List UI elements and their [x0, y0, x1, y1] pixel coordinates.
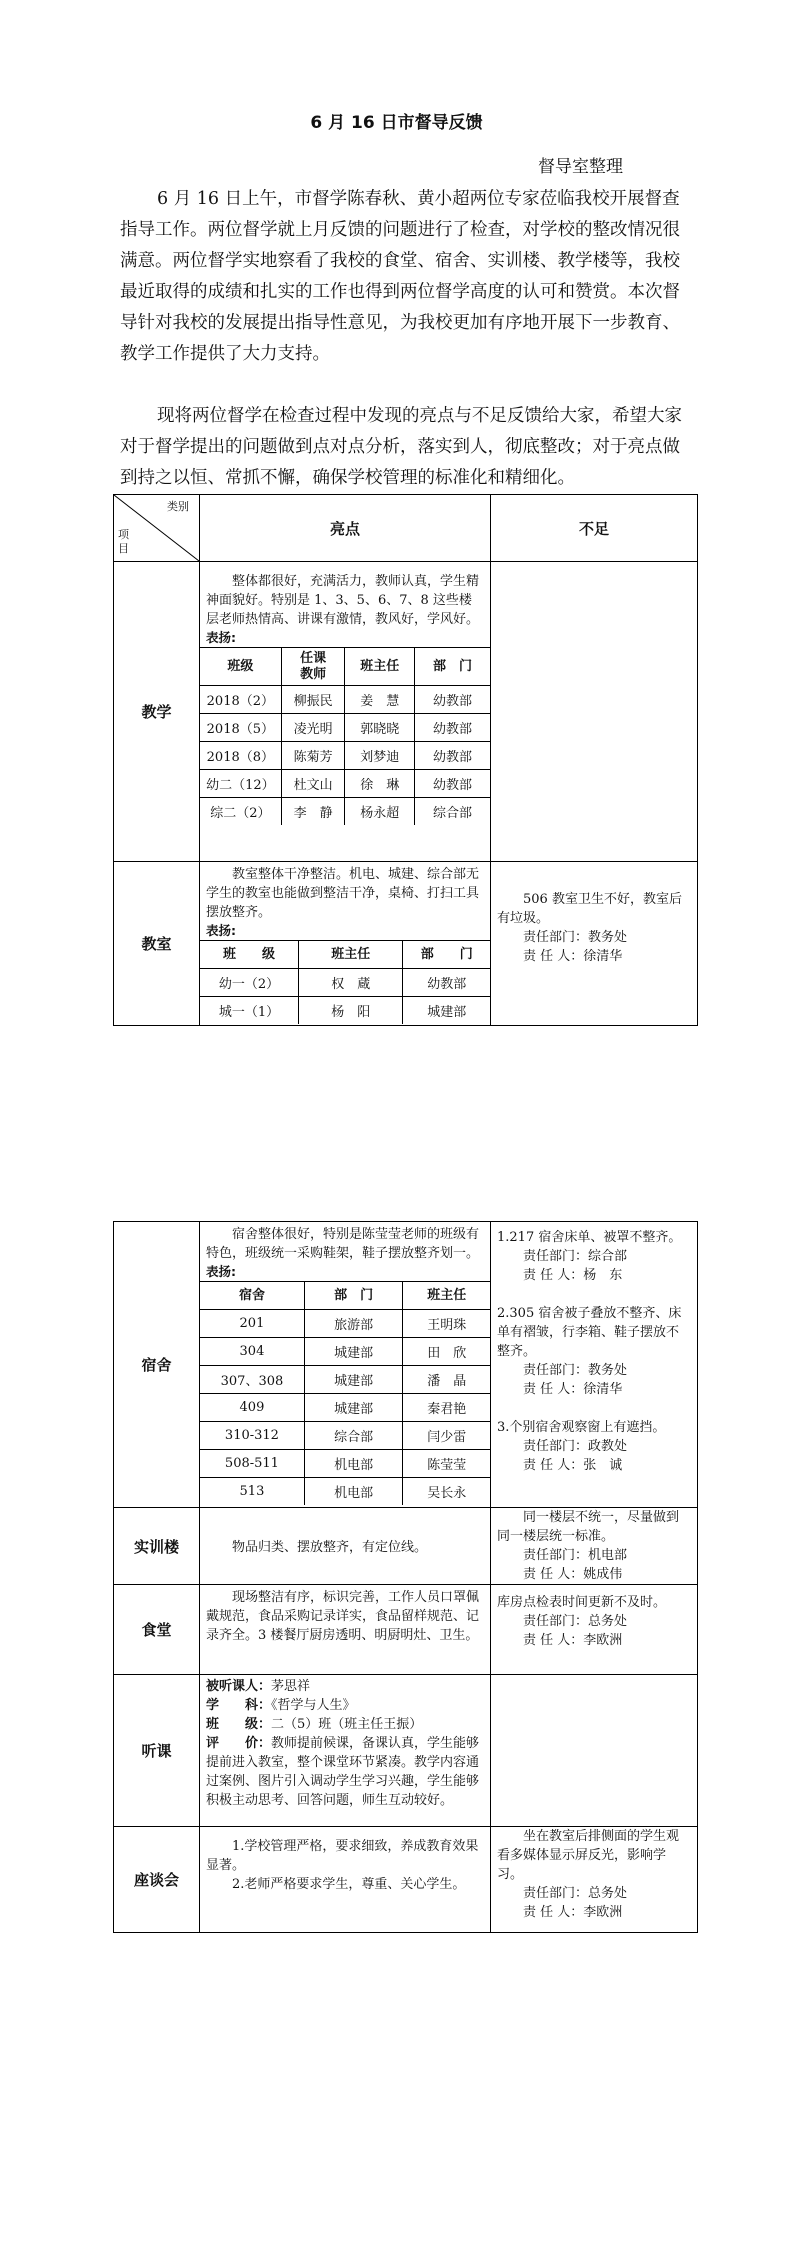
classroom-shortage-cell	[491, 862, 698, 1026]
teaching-header-head-teacher: 班主任	[345, 648, 415, 686]
cell: 姜 慧	[345, 686, 415, 714]
dorm-issue-1	[491, 1228, 697, 1285]
cell: 201	[200, 1310, 304, 1338]
seminar-dept: 责任部门：总务处	[523, 1886, 628, 1901]
canteen-text: 现场整洁有序，标识完善，工作人员口罩佩戴规范，食品采购记录详实，食品留样规范、记录齐全。3 楼餐厅厨房透明、明厨明灶、卫生。	[206, 1590, 480, 1643]
cell: 城建部	[304, 1366, 403, 1394]
cell: 幼二（12）	[200, 770, 281, 798]
cell: 杜文山	[281, 770, 345, 798]
cell: 凌光明	[281, 714, 345, 742]
dorm-text: 宿舍整体很好，特别是陈莹莹老师的班级有特色，班级统一采购鞋架，鞋子摆放整齐划一。	[206, 1227, 480, 1261]
category-canteen: 食堂	[114, 1585, 200, 1675]
dorm-header-department: 部 门	[304, 1282, 403, 1310]
dorm-praise-table	[200, 1281, 490, 1505]
table-row	[200, 1422, 490, 1450]
cell: 徐 琳	[345, 770, 415, 798]
cell: 李 静	[281, 798, 345, 826]
cell: 2018（5）	[200, 714, 281, 742]
issue-person: 责 任 人：徐清华	[523, 1382, 623, 1397]
feedback-table-part2	[113, 1221, 698, 1933]
column-header-highlight: 亮点	[200, 495, 491, 562]
value: 茅思祥	[271, 1679, 311, 1694]
cell: 刘梦迪	[345, 742, 415, 770]
teaching-header-teacher: 任课 教师	[281, 648, 345, 686]
seminar-item-2: 2.老师严格要求学生，尊重、关心学生。	[232, 1877, 466, 1892]
cell: 王明珠	[403, 1310, 490, 1338]
cell: 权 蔵	[299, 969, 403, 997]
cell: 幼教部	[415, 714, 490, 742]
lecture-subject-line	[206, 1696, 484, 1715]
training-issue: 同一楼层不统一，尽量做到同一楼层统一标准。	[497, 1510, 680, 1544]
label: 学 科：	[206, 1698, 272, 1713]
cell: 旅游部	[304, 1310, 403, 1338]
table-row	[200, 714, 490, 742]
cell: 杨永超	[345, 798, 415, 826]
cell: 陈菊芳	[281, 742, 345, 770]
header-item-label: 项 目	[118, 528, 129, 555]
label: 评 价：	[206, 1736, 272, 1751]
cell: 幼一（2）	[200, 969, 299, 997]
teaching-header-class: 班级	[200, 648, 281, 686]
issue-text: 1.217 宿舍床单、被罩不整齐。	[497, 1230, 682, 1245]
label: 班 级：	[206, 1717, 272, 1732]
teaching-shortage-cell	[491, 562, 698, 862]
cell: 幼教部	[403, 969, 490, 997]
category-dorm: 宿舍	[114, 1222, 200, 1508]
table-row	[200, 1478, 490, 1506]
cell: 城建部	[304, 1338, 403, 1366]
cell: 幼教部	[415, 770, 490, 798]
cell: 幼教部	[415, 686, 490, 714]
cell: 柳振民	[281, 686, 345, 714]
cell: 城建部	[403, 997, 490, 1025]
teaching-praise-table	[200, 647, 490, 825]
cell: 304	[200, 1338, 304, 1366]
canteen-person: 责 任 人：李欧洲	[523, 1633, 623, 1648]
issue-dept: 责任部门：教务处	[523, 1363, 628, 1378]
author-line: 督导室整理	[538, 157, 623, 177]
canteen-highlight-cell	[200, 1585, 491, 1675]
issue-dept: 责任部门：综合部	[523, 1249, 628, 1264]
table-row	[200, 1450, 490, 1478]
dorm-issue-3	[491, 1418, 697, 1475]
classroom-header-head-teacher: 班主任	[299, 941, 403, 969]
classroom-person: 责 任 人：徐清华	[523, 949, 623, 964]
lecture-shortage-cell	[491, 1675, 698, 1827]
canteen-issue: 库房点检表时间更新不及时。	[497, 1595, 667, 1610]
cell: 310-312	[200, 1422, 304, 1450]
cell: 综二（2）	[200, 798, 281, 826]
classroom-text: 教室整体干净整洁。机电、城建、综合部无学生的教室也能做到整洁干净，桌椅、打扫工具摆放整齐。	[206, 867, 480, 920]
diagonal-header-cell	[114, 495, 200, 562]
classroom-praise-table	[200, 940, 490, 1024]
dorm-highlight-cell	[200, 1222, 491, 1508]
training-highlight-cell	[200, 1508, 491, 1585]
dorm-header-head-teacher: 班主任	[403, 1282, 490, 1310]
praise-label: 表扬:	[206, 1264, 236, 1279]
dorm-issue-2	[491, 1304, 697, 1399]
seminar-shortage-cell	[491, 1827, 698, 1933]
praise-label: 表扬:	[206, 923, 236, 938]
cell: 闫少雷	[403, 1422, 490, 1450]
header-category-label: 类别	[167, 500, 189, 513]
issue-text: 2.305 宿舍被子叠放不整齐、床单有褶皱，行李箱、鞋子摆放不整齐。	[497, 1306, 682, 1359]
lecture-highlight-cell	[200, 1675, 491, 1827]
feedback-table-part1	[113, 494, 698, 1026]
training-shortage-cell	[491, 1508, 698, 1585]
cell: 机电部	[304, 1450, 403, 1478]
category-classroom: 教室	[114, 862, 200, 1026]
issue-person: 责 任 人：杨 东	[523, 1268, 623, 1283]
column-header-shortage: 不足	[491, 495, 698, 562]
cell: 田 欣	[403, 1338, 490, 1366]
praise-label: 表扬:	[206, 630, 236, 645]
lecture-eval-line	[206, 1734, 484, 1810]
cell: 陈莹莹	[403, 1450, 490, 1478]
cell: 综合部	[415, 798, 490, 826]
cell: 郭晓晓	[345, 714, 415, 742]
table-row	[200, 686, 490, 714]
cell: 513	[200, 1478, 304, 1506]
classroom-highlight-cell	[200, 862, 491, 1026]
canteen-dept: 责任部门：总务处	[523, 1614, 628, 1629]
table-row	[200, 1338, 490, 1366]
cell: 潘 晶	[403, 1366, 490, 1394]
seminar-person: 责 任 人：李欧洲	[523, 1905, 623, 1920]
lecture-class-line	[206, 1715, 484, 1734]
training-text: 物品归类、摆放整齐，有定位线。	[232, 1540, 428, 1555]
label: 被听课人：	[206, 1679, 272, 1694]
issue-dept: 责任部门：政教处	[523, 1439, 628, 1454]
cell: 2018（2）	[200, 686, 281, 714]
cell: 409	[200, 1394, 304, 1422]
table-row	[200, 997, 490, 1025]
table-row	[200, 1310, 490, 1338]
lecture-teacher-line	[206, 1677, 484, 1696]
cell: 307、308	[200, 1366, 304, 1394]
feedback-paragraph: 现将两位督学在检查过程中发现的亮点与不足反馈给大家，希望大家对于督学提出的问题做到点对点分析，落实到人，彻底整改；对于亮点做到持之以恒、常抓不懈，确保学校管理的标准化和精细化。	[120, 406, 682, 488]
page-title: 6 月 16 日市督导反馈	[310, 113, 483, 133]
value: 教师提前候课，备课认真，学生能够提前进入教室，整个课堂环节紧凑。教学内容通过案例、图片引入调动学生学习兴趣，学生能够积极主动思考、回答问题，师生互动较好。	[206, 1736, 480, 1808]
canteen-shortage-cell	[491, 1585, 698, 1675]
cell: 杨 阳	[299, 997, 403, 1025]
training-dept: 责任部门：机电部	[523, 1548, 628, 1563]
table-row	[200, 798, 490, 826]
cell: 机电部	[304, 1478, 403, 1506]
classroom-issue: 506 教室卫生不好，教室后有垃圾。	[497, 892, 682, 926]
issue-text: 3.个别宿舍观察窗上有遮挡。	[497, 1420, 666, 1435]
table-row	[200, 1394, 490, 1422]
category-lecture: 听课	[114, 1675, 200, 1827]
cell: 幼教部	[415, 742, 490, 770]
category-seminar: 座谈会	[114, 1827, 200, 1933]
value: 《哲学与人生》	[271, 1698, 356, 1713]
cell: 城一（1）	[200, 997, 299, 1025]
table-row	[200, 742, 490, 770]
seminar-item-1: 1.学校管理严格，要求细致，养成教育效果显著。	[206, 1839, 479, 1873]
training-person: 责 任 人：姚成伟	[523, 1567, 623, 1582]
table-row	[200, 770, 490, 798]
category-training-building: 实训楼	[114, 1508, 200, 1585]
table-row	[200, 969, 490, 997]
cell: 吴长永	[403, 1478, 490, 1506]
dorm-header-room: 宿舍	[200, 1282, 304, 1310]
cell: 综合部	[304, 1422, 403, 1450]
cell: 2018（8）	[200, 742, 281, 770]
classroom-header-department: 部 门	[403, 941, 490, 969]
category-teaching: 教学	[114, 562, 200, 862]
seminar-issue: 坐在教室后排侧面的学生观看多媒体显示屏反光，影响学习。	[497, 1829, 680, 1882]
intro-paragraph: 6 月 16 日上午，市督学陈春秋、黄小超两位专家莅临我校开展督查指导工作。两位督学就上月反馈的问题进行了检查，对学校的整改情况很满意。两位督学实地察看了我校的食堂、宿舍、实训楼、教学楼等，我校最近取得的成绩和扎实的工作也得到两位督学高度的认可和赞赏。本次督导针对我校的发展提出指导性意见，为我校更加有序地开展下一步教育、教学工作提供了大力支持。	[120, 189, 680, 364]
classroom-dept: 责任部门：教务处	[523, 930, 628, 945]
classroom-header-class: 班 级	[200, 941, 299, 969]
issue-person: 责 任 人：张 诚	[523, 1458, 623, 1473]
cell: 秦君艳	[403, 1394, 490, 1422]
table-row	[200, 1366, 490, 1394]
teaching-highlight-cell	[200, 562, 491, 862]
dorm-shortage-cell	[491, 1222, 698, 1508]
cell: 508-511	[200, 1450, 304, 1478]
seminar-highlight-cell	[200, 1827, 491, 1933]
teaching-header-department: 部 门	[415, 648, 490, 686]
value: 二（5）班（班主任王振）	[271, 1717, 423, 1732]
teaching-text: 整体都很好，充满活力，教师认真，学生精神面貌好。特别是 1、3、5、6、7、8 这些楼层老师热情高、讲课有激情，教风好，学风好。	[206, 574, 480, 627]
cell: 城建部	[304, 1394, 403, 1422]
